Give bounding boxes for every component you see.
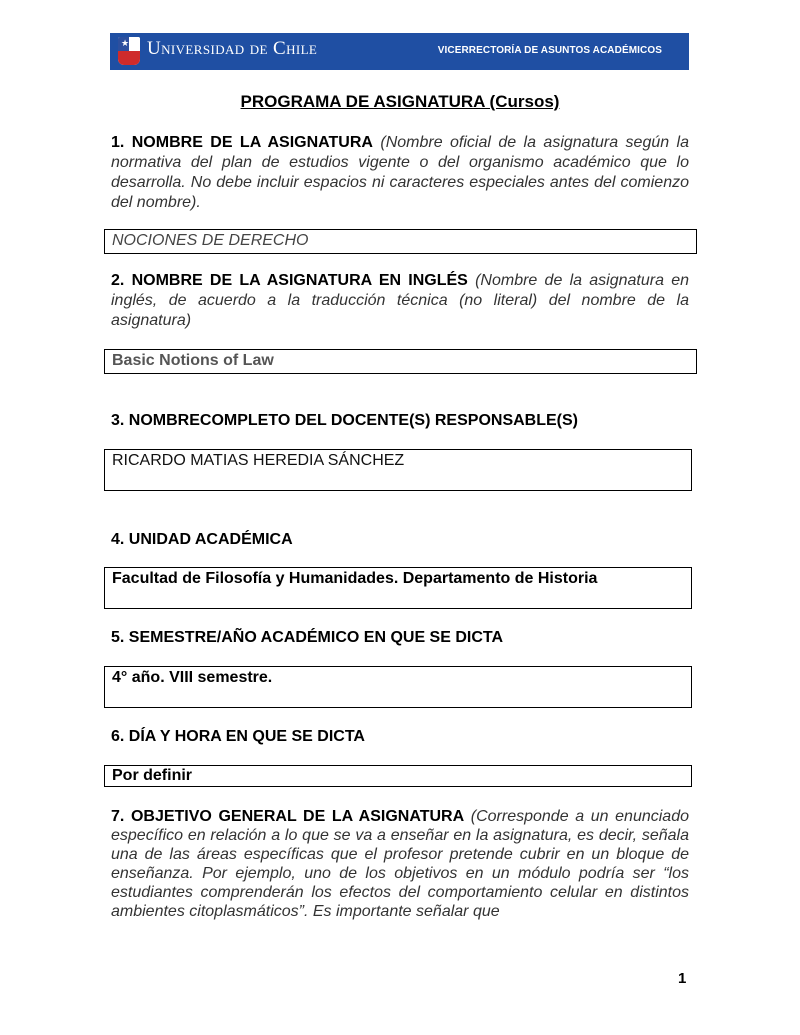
section-2-heading: 2. NOMBRE DE LA ASIGNATURA EN INGLÉS	[111, 272, 468, 289]
section-6-value: Por definir	[112, 767, 193, 784]
section-5-value-box	[104, 666, 692, 708]
section-2-description: (Nombre de la asignatura en inglés, de acuerdo a la traducción técnica (no literal) del nombre de la asignatura)	[111, 272, 689, 329]
header-banner	[110, 33, 689, 70]
university-shield-icon: ★	[118, 37, 140, 65]
section-3-heading: 3. NOMBRECOMPLETO DEL DOCENTE(S) RESPONSABLE(S)	[111, 412, 578, 429]
section-2	[111, 271, 689, 331]
section-1-value-box	[104, 229, 697, 254]
section-4	[111, 530, 689, 550]
section-1-heading: 1. NOMBRE DE LA ASIGNATURA	[111, 134, 373, 151]
section-2-value: Basic Notions of Law	[112, 352, 274, 369]
section-6-value-box	[104, 765, 692, 787]
section-7-description: (Corresponde a un enunciado específico en relación a lo que se va a enseñar en la asignatura, es decir, señala una de las áreas específicas que el profesor pretende cubrir en un bloque de enseñanza. Por ejemplo, uno de los objetivos en un módulo podría ser “los estudiantes comprenderán los efectos del comportamiento celular en distintos ambientes citoplasmáticos”. Es importante señalar que	[111, 808, 689, 920]
section-1-value: NOCIONES DE DERECHO	[112, 232, 309, 249]
section-6	[111, 727, 689, 747]
vice-rectorate-label: VICERRECTORÍA DE ASUNTOS ACADÉMICOS	[437, 45, 662, 56]
section-3-value: RICARDO MATIAS HEREDIA SÁNCHEZ	[112, 452, 405, 469]
section-3-value-box	[104, 449, 692, 491]
section-2-value-box	[104, 349, 697, 374]
page-number: 1	[678, 970, 687, 987]
document-title: PROGRAMA DE ASIGNATURA (Cursos)	[240, 92, 560, 111]
section-4-value-box	[104, 567, 692, 609]
section-1	[111, 133, 689, 213]
section-7-heading: 7. OBJETIVO GENERAL DE LA ASIGNATURA	[111, 808, 465, 825]
section-4-heading: 4. UNIDAD ACADÉMICA	[111, 531, 293, 548]
section-5-value: 4° año. VIII semestre.	[112, 669, 273, 686]
section-7	[111, 807, 689, 921]
university-name: Universidad de Chile	[147, 38, 318, 59]
section-5-heading: 5. SEMESTRE/AÑO ACADÉMICO EN QUE SE DICTA	[111, 629, 504, 646]
section-6-heading: 6. DÍA Y HORA EN QUE SE DICTA	[111, 728, 365, 745]
section-4-value: Facultad de Filosofía y Humanidades. Departamento de Historia	[112, 570, 598, 587]
section-5	[111, 628, 689, 648]
section-3	[111, 411, 689, 431]
section-1-description: (Nombre oficial de la asignatura según la normativa del plan de estudios vigente o del organismo académico que lo desarrolla. No debe incluir espacios ni caracteres especiales antes del comienzo del nombre).	[111, 134, 690, 211]
